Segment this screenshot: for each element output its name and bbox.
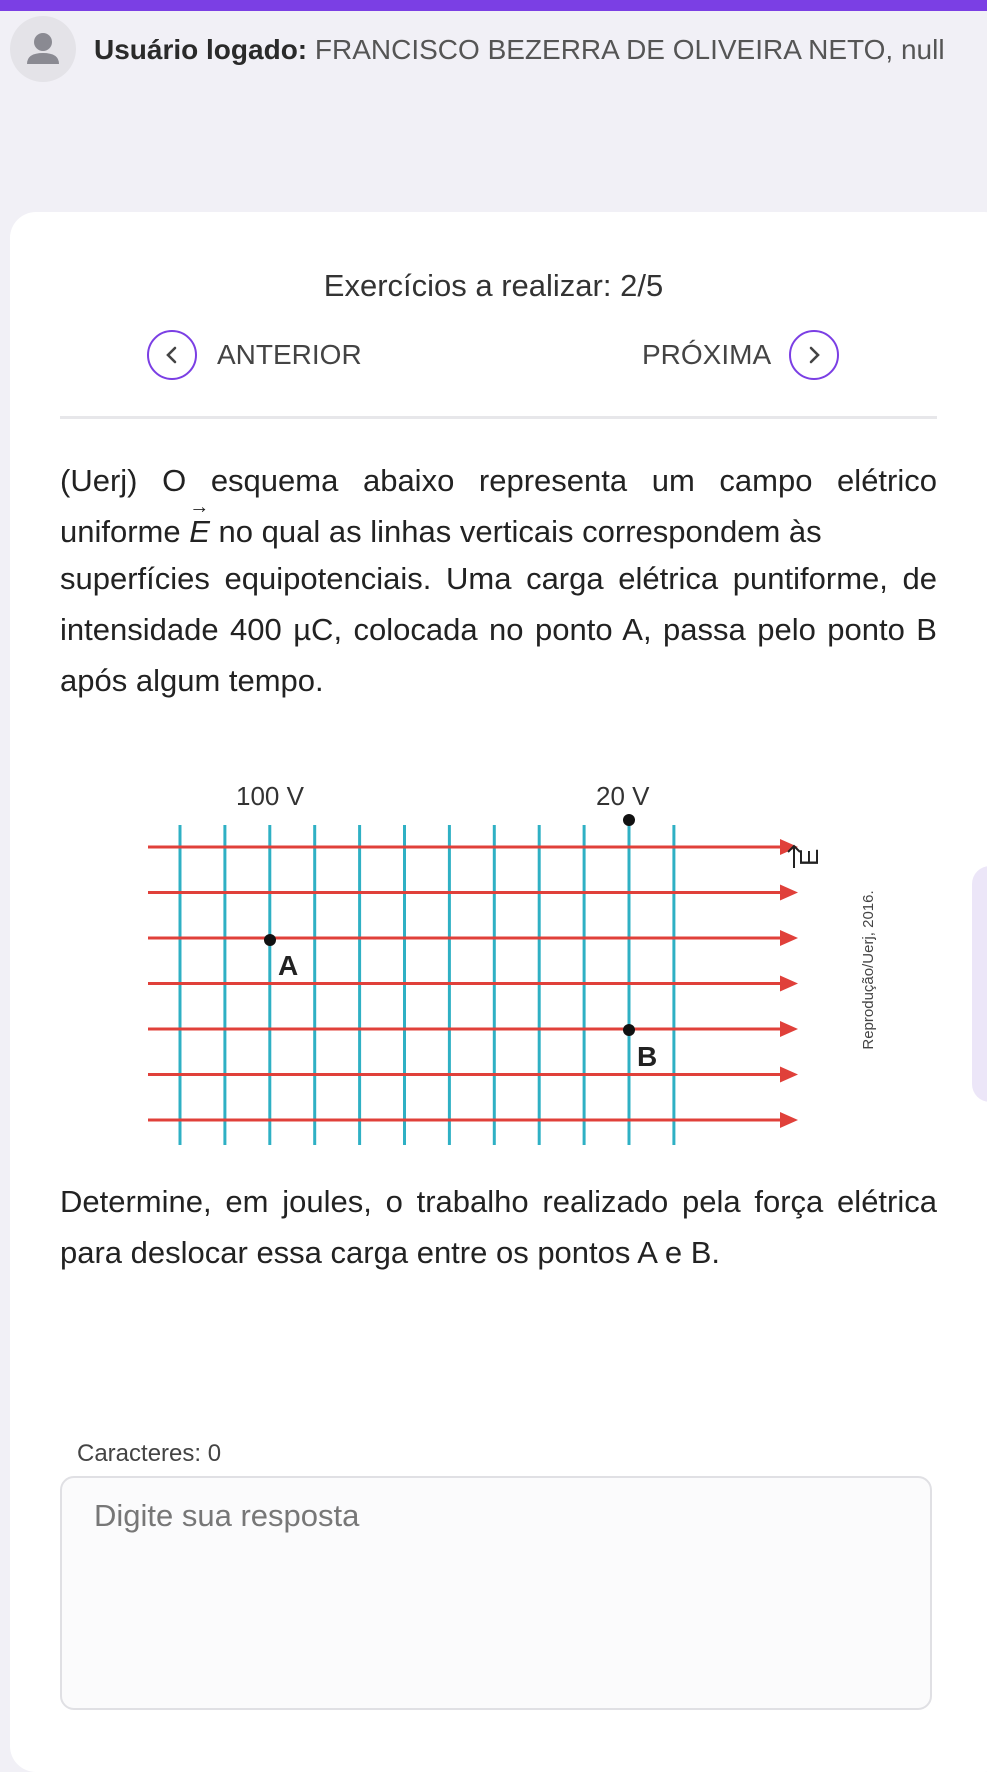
point-a-marker: [264, 934, 276, 946]
top-accent-bar: [0, 0, 987, 11]
divider: [60, 416, 937, 419]
field-arrowhead: [780, 930, 798, 946]
electric-field-diagram: [140, 770, 920, 1150]
previous-button[interactable]: [147, 330, 362, 380]
user-icon: [10, 16, 76, 82]
answer-textarea[interactable]: [60, 1476, 932, 1710]
character-count: Caracteres: 0: [77, 1440, 222, 1467]
label-20v: 20 V: [596, 781, 650, 811]
field-arrowhead: [780, 976, 798, 992]
user-name: FRANCISCO BEZERRA DE OLIVEIRA NETO, null: [314, 34, 945, 65]
next-label: PRÓXIMA: [642, 339, 772, 370]
side-drawer-handle[interactable]: [972, 866, 987, 1102]
chevron-left-icon: [147, 330, 197, 380]
point-a-label: A: [278, 950, 299, 981]
question-part4: Determine, em joules, o trabalho realizado pela força elétrica para deslocar essa carga entre os pontos A e B.: [60, 1184, 937, 1270]
svg-text:Reprodução/Uerj, 2016.: Reprodução/Uerj, 2016.: [860, 890, 877, 1050]
exercise-progress-title: Exercícios a realizar: 2/5: [323, 268, 664, 303]
svg-text:E: E: [794, 848, 824, 866]
label-100v: 100 V: [236, 781, 304, 811]
vector-e-symbol: → E: [189, 506, 210, 557]
field-arrowhead: [780, 1112, 798, 1128]
field-vector-symbol: [788, 846, 824, 868]
point-b-label: B: [637, 1041, 658, 1072]
figure-credit: [860, 890, 877, 1049]
top-point-marker: [623, 814, 635, 826]
logged-user-line: [94, 34, 945, 66]
chevron-right-icon: [789, 330, 839, 380]
question-text-1: [60, 455, 937, 557]
field-arrowhead: [780, 1021, 798, 1037]
question-part2: no qual as linhas verticais correspondem às: [218, 514, 822, 549]
next-button[interactable]: [642, 330, 839, 380]
avatar: [10, 16, 76, 82]
question-part1: (Uerj) O esquema abaixo representa um campo elétrico uniforme: [60, 463, 937, 549]
question-part3: superfícies equipotenciais. Uma carga elétrica puntiforme, de intensidade 400 µC, colocada no ponto A, passa pelo ponto B após algum tempo.: [60, 561, 937, 698]
user-label: Usuário logado:: [94, 34, 308, 65]
field-arrowhead: [780, 1067, 798, 1083]
previous-label: ANTERIOR: [217, 339, 362, 370]
field-arrowhead: [780, 885, 798, 901]
point-b-marker: [623, 1024, 635, 1036]
